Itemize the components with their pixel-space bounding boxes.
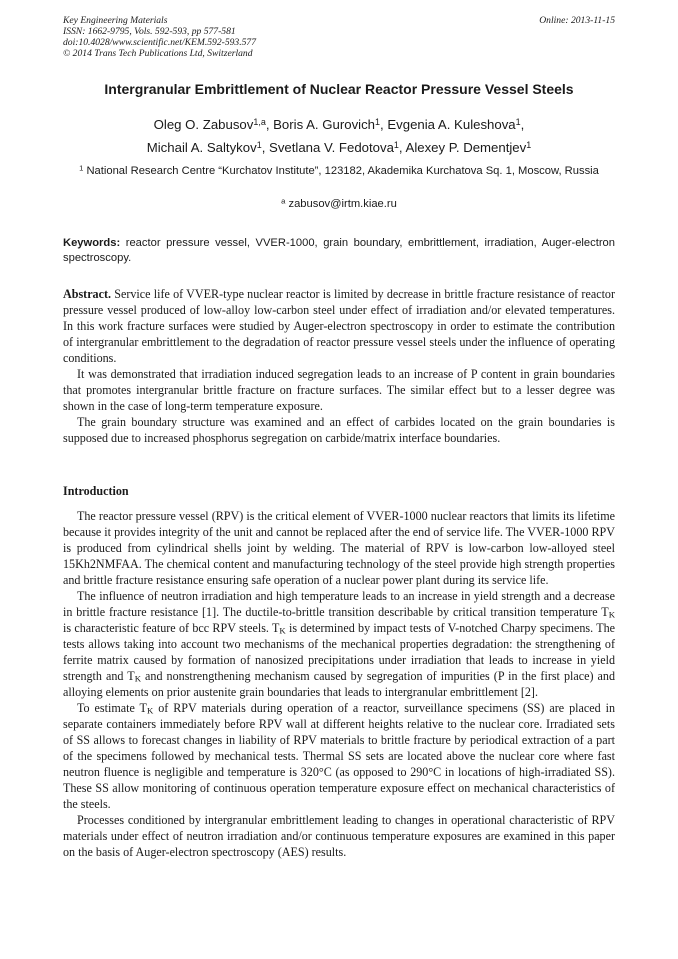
abstract-text: Service life of VVER-type nuclear reactor is limited by decrease in brittle fracture resistance of reactor pressure vessel produced of low-alloy low-carbon steel under effect of irradiation and/or elevated temperatures. In this work fracture surfaces were studied by Auger-electron spectroscopy in order to estimate the contribution of intergranular embrittlement to the degradation of reactor pressure vessel steels under the influence of operating conditions. bbox=[63, 287, 615, 365]
journal-header bbox=[63, 15, 615, 59]
subscript: K bbox=[279, 625, 286, 636]
author-name: Oleg O. Zabusov bbox=[153, 117, 254, 132]
subscript: K bbox=[134, 673, 141, 684]
subscript: K bbox=[146, 705, 154, 716]
journal-name: Key Engineering Materials bbox=[63, 15, 168, 26]
abstract-label: Abstract. bbox=[63, 287, 112, 301]
online-date: Online: 2013-11-15 bbox=[539, 15, 615, 26]
intro-paragraph: The reactor pressure vessel (RPV) is the critical element of VVER-1000 nuclear reactors that limits its lifetime because it provides integrity of the unit and cannot be replaced after the end of service life. The VVER-1000 RPV is produced from cylindrical shells joint by welding. The material of RPV is low-carbon low-alloyed steel 15Kh2NMFAA. The chemical content and manufacturing technology of the steel provide high strength properties and brittle fracture resistance ensuring safe operation of a nuclear power plant during its service life. bbox=[63, 509, 615, 587]
author-sup: 1,a bbox=[253, 116, 266, 127]
author-name: Boris A. Gurovich bbox=[273, 117, 376, 132]
text-run: of RPV materials during operation of a reactor, surveillance specimens (SS) are placed in separate containers immediately before RPV wall at different heights relative to the nuclear core. Irradiated sets of SS allows to forecast changes in liability of RPV materials to brittle fracture by periodical extraction of a part of the specimens followed by mechanical tests. Thermal SS sets are located above the nuclear core where fast neutron fluence is negligible and temperature is 320°C (as opposed to 290°C in locations of high-irradiated SS). These SS allow monitoring of continuous operation temperature exposure effect on mechanical characteristics of the steels. bbox=[63, 701, 615, 811]
affiliation-sup: 1 bbox=[79, 163, 84, 173]
email-address: zabusov@irtm.kiae.ru bbox=[288, 198, 397, 210]
introduction-section bbox=[63, 508, 615, 860]
keywords-block bbox=[63, 236, 615, 266]
keywords-label: Keywords: bbox=[63, 237, 121, 249]
subscript: K bbox=[608, 609, 615, 620]
affiliation bbox=[63, 164, 615, 178]
author-sup: 1 bbox=[256, 139, 262, 150]
copyright-line: © 2014 Trans Tech Publications Ltd, Switzerland bbox=[63, 48, 253, 59]
abstract-paragraph bbox=[63, 286, 615, 366]
author-line-2: Michail A. Saltykov$^1$, Svetlana V. Fedotova$^1$, Alexey P. Dementjev$^1$ bbox=[146, 139, 532, 155]
author-name: Svetlana V. Fedotova bbox=[269, 140, 394, 155]
author-name: Michail A. Saltykov bbox=[146, 140, 257, 155]
paper-title: Intergranular Embrittlement of Nuclear Reactor Pressure Vessel Steels bbox=[104, 81, 574, 97]
contact-email bbox=[63, 198, 615, 210]
abstract-paragraph: The grain boundary structure was examined and an effect of carbides located on the grain boundaries is supposed due to increased phosphorus segregation on carbide/matrix interface boundaries. bbox=[63, 415, 615, 445]
abstract-section bbox=[63, 286, 615, 446]
author-name: Evgenia A. Kuleshova bbox=[387, 117, 516, 132]
author-name: Alexey P. Dementjev bbox=[405, 140, 527, 155]
author-sup: 1 bbox=[526, 139, 532, 150]
text-run: is determined by impact tests of V-notched Charpy specimens. The tests allows taking into account two mechanisms of the mechanical properties degradation: the strengthening of ferrite matrix caused by formation of nanosized precipitations under irradiation that leads to increase in yield strength and T bbox=[63, 621, 615, 683]
author-sup: 1 bbox=[375, 116, 381, 127]
text-run: and nonstrengthening mechanism caused by segregation of impurities (P in the first place) and alloying elements on prior austenite grain boundaries that leads to intergranular embrittlement [2]. bbox=[63, 669, 616, 699]
keywords-text: reactor pressure vessel, VVER-1000, grain boundary, embrittlement, irradiation, Auger-electron spectroscopy. bbox=[63, 237, 615, 264]
author-sup: 1 bbox=[393, 139, 399, 150]
affiliation-text: National Research Centre “Kurchatov Institute”, 123182, Akademika Kurchatova Sq. 1, Moscow, Russia bbox=[86, 165, 599, 177]
abstract-paragraph: It was demonstrated that irradiation induced segregation leads to an increase of P content in grain boundaries that promotes intergranular brittle fracture on fracture surfaces. The similar effect but to a lesser degree was shown in the case of long-term temperature exposure. bbox=[63, 367, 615, 413]
author-line-1: Oleg O. Zabusov$^{1,a}$, Boris A. Gurovich$^1$, Evgenia A. Kuleshova$^1$, bbox=[153, 116, 525, 132]
email-sup: a bbox=[281, 196, 286, 206]
intro-paragraph bbox=[63, 588, 615, 700]
section-heading: Introduction bbox=[63, 484, 129, 498]
intro-paragraph: Processes conditioned by intergranular embrittlement leading to changes in operational characteristic of RPV materials under effect of neutron irradiation and/or continuous temperature exposures are examined in this paper on the basis of Auger-electron spectroscopy (AES) results. bbox=[63, 813, 615, 859]
text-run: The influence of neutron irradiation and high temperature leads to an increase in yield strength and a decrease in brittle fracture resistance [1]. The ductile-to-brittle transition describable by critical transition temperature T bbox=[63, 589, 615, 619]
text-run: To estimate T bbox=[77, 701, 147, 715]
text-run: is characteristic feature of bcc RPV steels. T bbox=[63, 621, 280, 635]
issn-line: ISSN: 1662-9795, Vols. 592-593, pp 577-581 bbox=[63, 26, 236, 37]
doi-line: doi:10.4028/www.scientific.net/KEM.592-593.577 bbox=[63, 37, 257, 48]
author-list bbox=[63, 113, 615, 159]
intro-paragraph bbox=[63, 700, 615, 812]
author-sup: 1 bbox=[515, 116, 521, 127]
